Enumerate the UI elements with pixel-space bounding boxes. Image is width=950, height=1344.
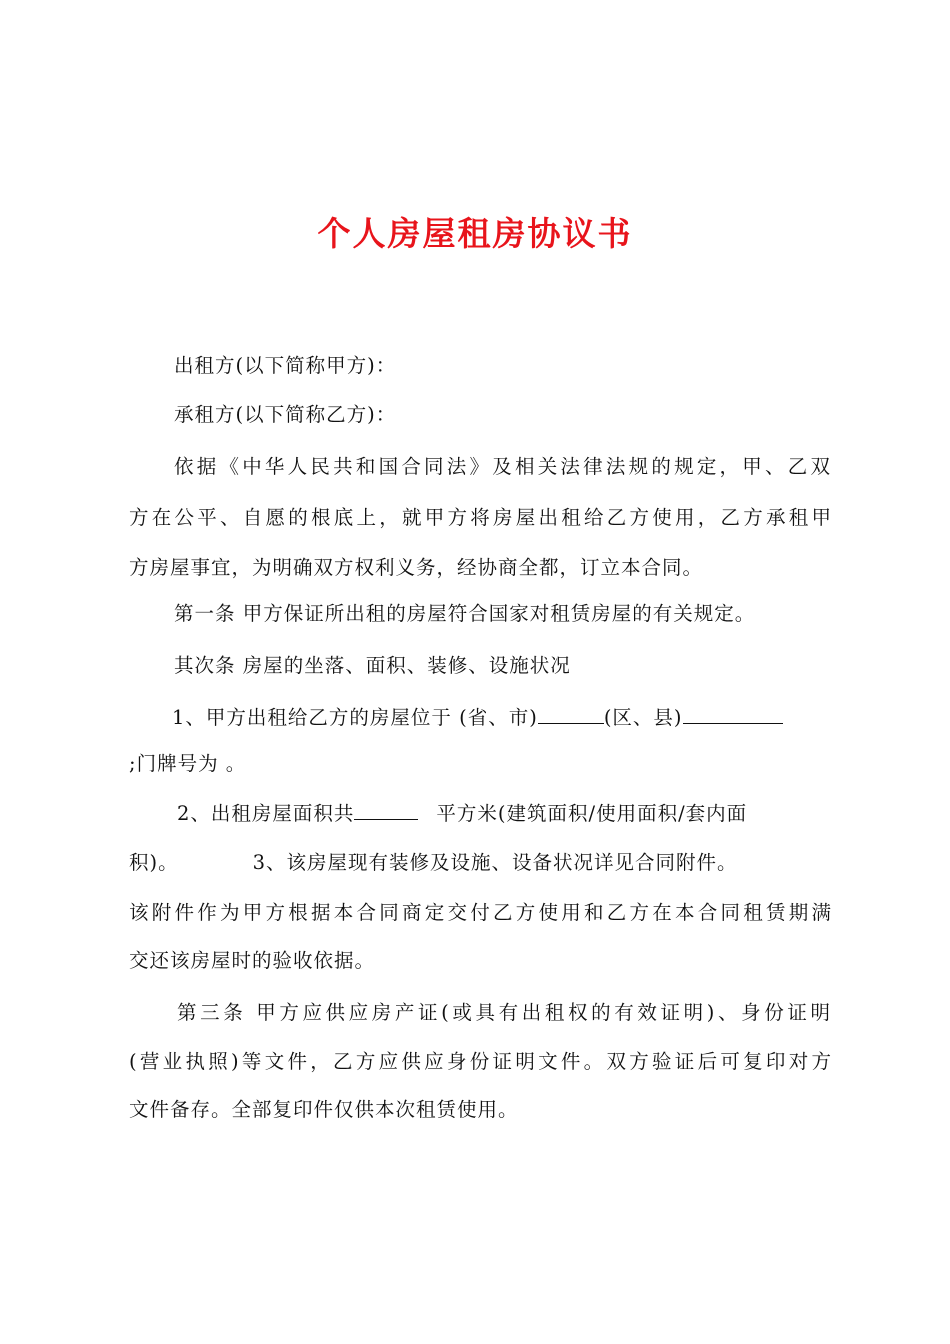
item-3-line-2: 该附件作为甲方根据本合同商定交付乙方使用和乙方在本合同租赁期满 bbox=[129, 901, 832, 924]
item-1-text-a: 1、甲方出租给乙方的房屋位于 (省、市) bbox=[172, 706, 538, 729]
item-2-text-b: 平方米(建筑面积/使用面积/套内面 bbox=[436, 802, 748, 825]
article-3-line-2: (营业执照)等文件，乙方应供应身份证明文件。双方验证后可复印对方 bbox=[129, 1050, 832, 1073]
item-1-line-1 bbox=[172, 703, 783, 733]
lessor-line: 出租方(以下简称甲方)： bbox=[174, 354, 397, 377]
article-3-line-3: 文件备存。全部复印件仅供本次租赁使用。 bbox=[129, 1098, 519, 1121]
item-3-text-a: 3、该房屋现有装修及设施、设备状况详见合同附件。 bbox=[252, 851, 738, 874]
item-1-text-b: (区、县) bbox=[603, 706, 683, 729]
item-2-text-a: 2、出租房屋面积共 bbox=[177, 802, 355, 825]
article-3-line-1: 第三条 甲方应供应房产证(或具有出租权的有效证明)、身份证明 bbox=[177, 1001, 831, 1024]
item-2-line-1 bbox=[177, 799, 747, 829]
document-title: 个人房屋租房协议书 bbox=[317, 214, 633, 253]
article-2: 其次条 房屋的坐落、面积、装修、设施状况 bbox=[174, 654, 571, 677]
area-blank bbox=[354, 799, 418, 820]
intro-line-2: 方在公平、自愿的根底上，就甲方将房屋出租给乙方使用，乙方承租甲 bbox=[129, 506, 832, 529]
intro-line-1: 依据《中华人民共和国合同法》及相关法律法规的规定，甲、乙双 bbox=[174, 455, 831, 478]
item-1-line-2: ;门牌号为 。 bbox=[129, 752, 247, 775]
district-blank bbox=[683, 703, 783, 724]
intro-line-3: 方房屋事宜，为明确双方权利义务，经协商全都，订立本合同。 bbox=[129, 556, 704, 579]
item-2-line-2 bbox=[129, 848, 738, 878]
article-1: 第一条 甲方保证所出租的房屋符合国家对租赁房屋的有关规定。 bbox=[174, 602, 756, 625]
item-2-text-c: 积)。 bbox=[129, 851, 179, 874]
item-3-line-3: 交还该房屋时的验收依据。 bbox=[129, 949, 376, 972]
lessee-line: 承租方(以下简称乙方)： bbox=[174, 403, 397, 426]
province-blank bbox=[538, 703, 604, 724]
